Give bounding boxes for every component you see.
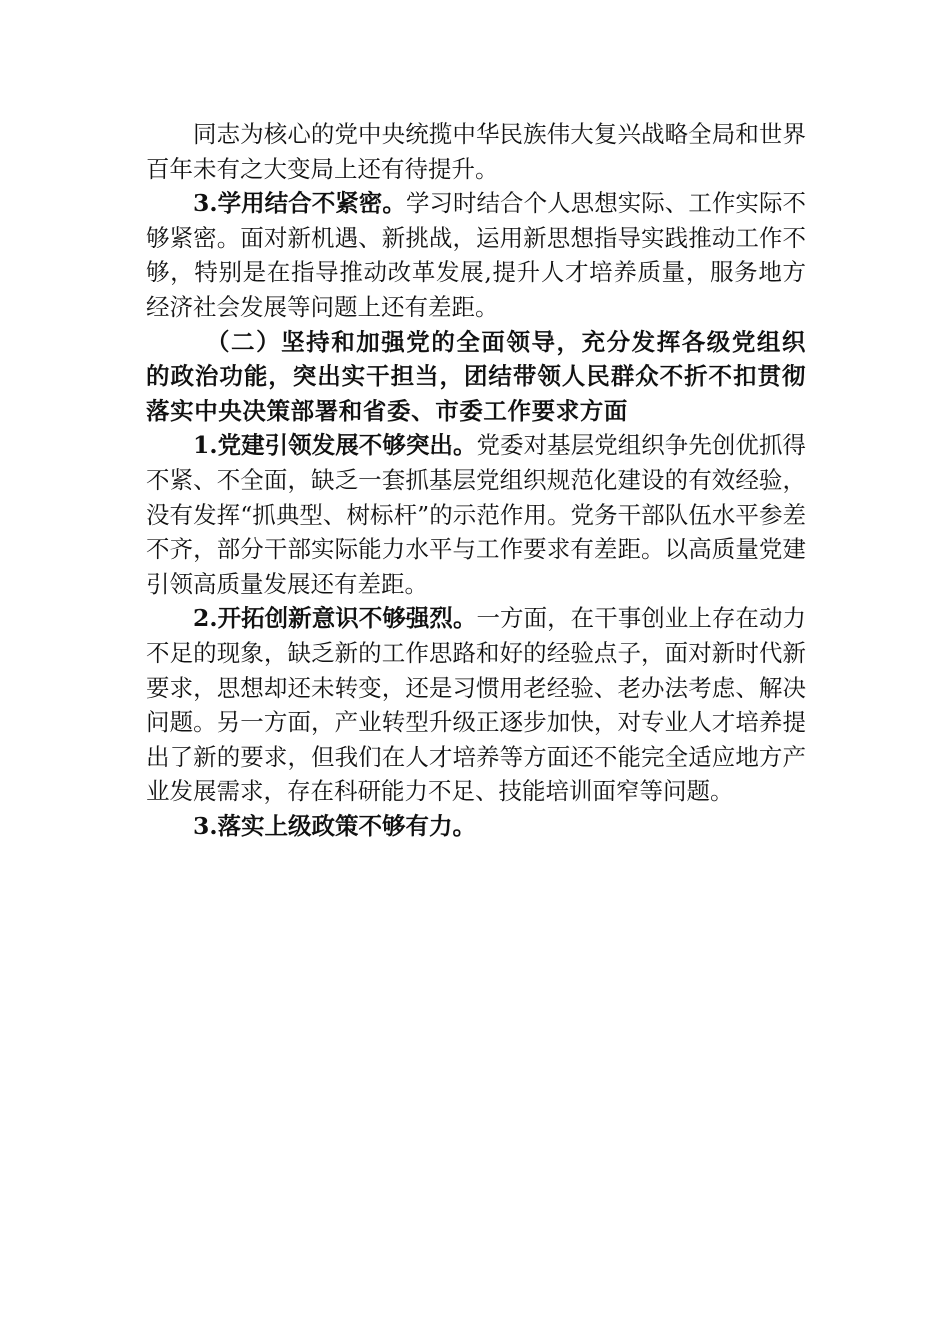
paragraph-text: 学习时结合个人思想实际、工作实际不够紧密。面对新机遇、新挑战，运用新思想指导实践推动工作不够，特别是在指导推动改革发展,提升人才培养质量，服务地方经济社会发展等问题上还有差距。 — [146, 189, 807, 321]
paragraph-policy-implementation — [146, 809, 806, 844]
paragraph-innovation — [146, 601, 806, 809]
paragraph-lead: 2.开拓创新意识不够强烈。 — [193, 604, 477, 633]
paragraph-study-application — [146, 186, 806, 324]
paragraph-lead: 3.落实上级政策不够有力。 — [193, 811, 477, 840]
document-page — [146, 117, 806, 843]
section-heading-text: （二）坚持和加强党的全面领导，充分发挥各级党组织的政治功能，突出实干担当，团结带领人民群众不折不扣贯彻落实中央决策部署和省委、市委工作要求方面 — [146, 327, 806, 425]
paragraph-text: 党委对基层党组织争先创优抓得不紧、不全面，缺乏一套抓基层党组织规范化建设的有效经验，没有发挥“抓典型、树标杆”的示范作用。党务干部队伍水平参差不齐，部分干部实际能力水平与工作要求有差距。以高质量党建引领高质量发展还有差距。 — [146, 431, 806, 598]
paragraph-lead: 3.学用结合不紧密。 — [193, 189, 406, 218]
paragraph-text: 同志为核心的党中央统揽中华民族伟大复兴战略全局和世界百年未有之大变局上还有待提升。 — [146, 120, 806, 183]
paragraph-lead: 1.党建引领发展不够突出。 — [193, 431, 477, 460]
paragraph-text: 一方面，在干事创业上存在动力不足的现象，缺乏新的工作思路和好的经验点子，面对新时代新要求，思想却还未转变，还是习惯用老经验、老办法考虑、解决问题。另一方面，产业转型升级正逐步加快，对专业人才培养提出了新的要求，但我们在人才培养等方面还不能完全适应地方产业发展需求，存在科研能力不足、技能培训面窄等问题。 — [146, 604, 806, 806]
paragraph-party-building — [146, 428, 806, 601]
section-heading — [146, 325, 806, 429]
paragraph-continuation — [146, 117, 806, 186]
